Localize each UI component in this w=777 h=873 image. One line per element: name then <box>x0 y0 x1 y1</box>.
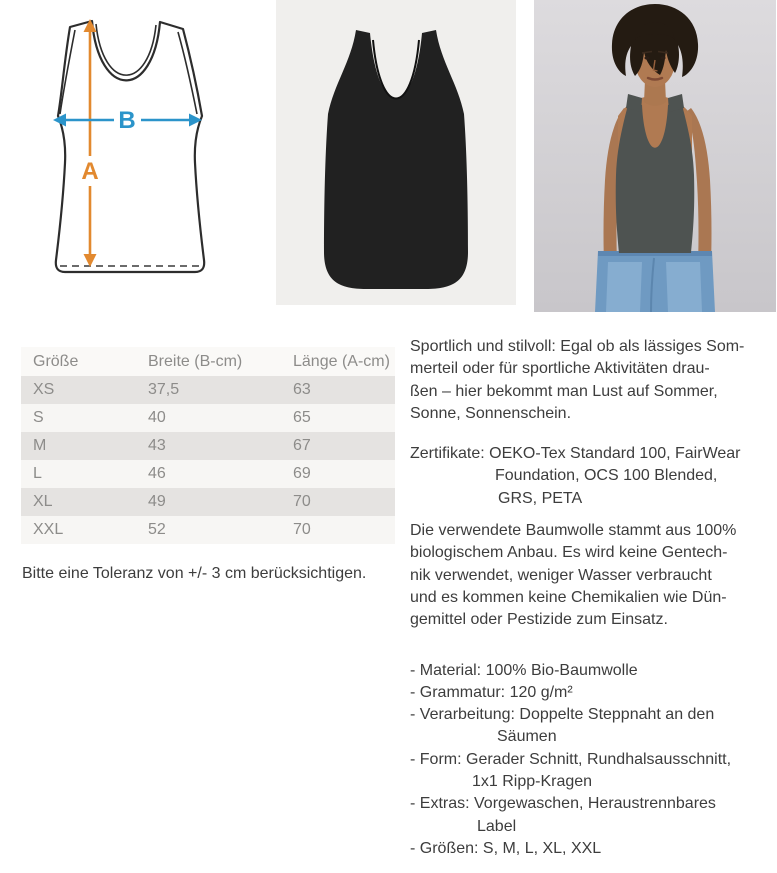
laenge-cell: 70 <box>293 493 311 510</box>
cotton-paragraph <box>410 520 776 631</box>
spec-line: Label <box>477 817 517 835</box>
breite-cell: 43 <box>148 437 166 454</box>
size-cell: S <box>33 409 44 426</box>
model-photo-svg <box>534 0 776 312</box>
size-cell: M <box>33 437 47 454</box>
laenge-cell: 67 <box>293 437 311 454</box>
breite-cell: 37,5 <box>148 381 180 398</box>
header-laenge: Länge (A-cm) <box>293 352 390 370</box>
product-photo-svg <box>276 0 516 305</box>
measurement-diagram-svg <box>20 8 250 298</box>
table-row-xl <box>21 488 395 516</box>
laenge-cell: 69 <box>293 465 311 482</box>
spec-line: - Material: 100% Bio-Baumwolle <box>410 661 638 679</box>
table-row-xs <box>21 376 395 404</box>
size-cell: XXL <box>33 521 64 538</box>
breite-cell: 49 <box>148 493 166 510</box>
table-row-m <box>21 432 395 460</box>
table-row-xxl <box>21 516 395 544</box>
spec-line: - Verarbeitung: Doppelte Steppnaht an den <box>410 706 715 724</box>
tank-top-measurement-diagram <box>20 8 250 298</box>
cotton-line: nik verwendet, weniger Wasser verbraucht <box>410 566 712 584</box>
spec-line: - Form: Gerader Schnitt, Rundhalsausschnitt, <box>410 750 732 768</box>
size-cell: XL <box>33 493 53 510</box>
jeans-wash-left <box>606 262 642 312</box>
label-b: B <box>118 107 136 134</box>
cotton-line: gemittel oder Pestizide zum Einsatz. <box>410 611 668 629</box>
size-cell: XS <box>33 381 55 398</box>
laenge-cell: 65 <box>293 409 311 426</box>
intro-paragraph <box>410 336 776 425</box>
certificates-line: Zertifikate: OEKO-Tex Standard 100, FairWear <box>410 445 741 463</box>
size-cell: L <box>33 465 42 482</box>
cotton-line: biologischem Anbau. Es wird keine Gentech- <box>410 544 728 562</box>
table-row-l <box>21 460 395 488</box>
spec-line: 1x1 Ripp-Kragen <box>472 773 593 791</box>
laenge-cell: 63 <box>293 381 311 398</box>
tolerance-note: Bitte eine Toleranz von +/- 3 cm berücksichtigen. <box>22 565 367 582</box>
tank-top-outline <box>56 21 204 272</box>
certificates-paragraph <box>410 443 776 510</box>
product-description <box>410 336 776 860</box>
product-photo-black-tank-top <box>276 0 516 305</box>
laenge-cell: 70 <box>293 521 311 538</box>
breite-cell: 46 <box>148 465 166 482</box>
cotton-line: Die verwendete Baumwolle stammt aus 100% <box>410 522 737 540</box>
model-left-eye <box>644 56 649 59</box>
intro-line: Sportlich und stilvoll: Egal ob als lässiges Som- <box>410 338 745 355</box>
breite-cell: 40 <box>148 409 166 426</box>
spec-line: - Extras: Vorgewaschen, Heraustrennbares <box>410 795 716 813</box>
table-row-s <box>21 404 395 432</box>
header-groesse: Größe <box>33 352 79 370</box>
certificates-line: GRS, PETA <box>498 489 583 507</box>
size-table-header-row <box>21 347 395 376</box>
spec-line: - Grammatur: 120 g/m² <box>410 683 573 701</box>
label-a: A <box>81 158 99 185</box>
model-photo-anthracite-tank-top <box>534 0 776 312</box>
intro-line: ßen – hier bekommt man Lust auf Sommer, <box>410 382 718 400</box>
spec-line: - Größen: S, M, L, XL, XXL <box>410 839 602 857</box>
size-table <box>21 347 395 544</box>
spec-list <box>410 660 776 861</box>
model-right-eye <box>660 56 665 59</box>
intro-line: merteil oder für sportliche Aktivitäten drau- <box>410 360 710 378</box>
cotton-line: und es kommen keine Chemikalien wie Dün- <box>410 588 727 606</box>
header-breite: Breite (B-cm) <box>148 352 243 370</box>
breite-cell: 52 <box>148 521 166 538</box>
intro-line: Sonne, Sonnenschein. <box>410 404 572 422</box>
jeans-wash-right <box>666 262 702 312</box>
spec-line: Säumen <box>497 728 557 746</box>
certificates-line: Foundation, OCS 100 Blended, <box>495 467 718 485</box>
